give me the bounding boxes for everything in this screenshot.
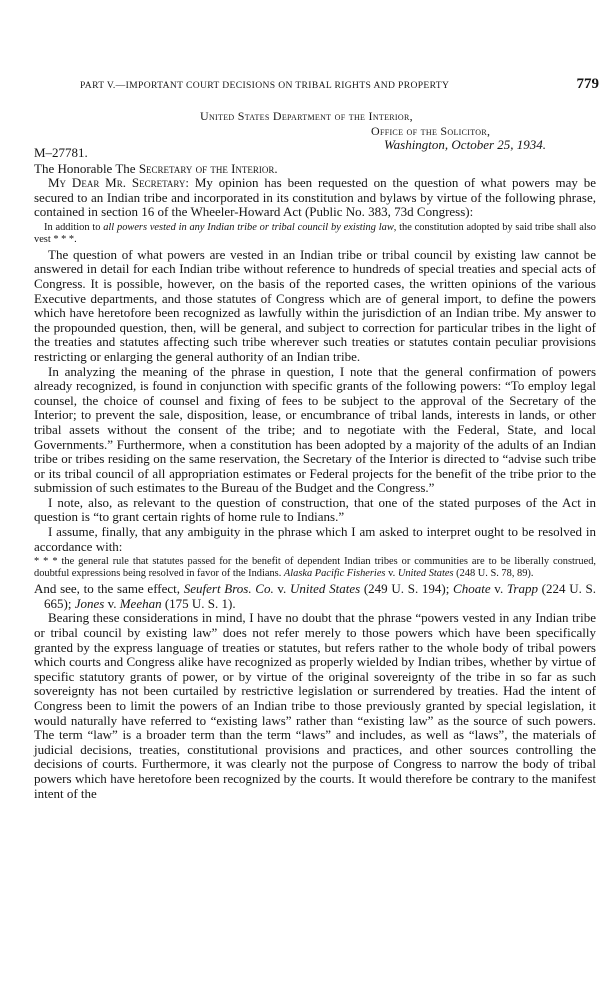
greeting: My Dear Mr. Secretary: (48, 175, 189, 190)
block-quote-act (34, 222, 596, 246)
letter-date: Washington, October 25, 1934. (384, 137, 547, 152)
page-number: 779 (576, 76, 599, 92)
letter-body (34, 161, 596, 801)
cite-1: (249 U. S. 194); (360, 581, 454, 597)
paragraph-conclusion: Bearing these considerations in mind, I have no doubt that the phrase “powers vested in any Indian tribe or tribal council by existing law” does not refer merely to those powers which have been specifically granted by the express language of treaties or statutes, but refers rather to the whole body of tribal powers which courts and Congress alike have recognized as properly wielded by Indian tribes, whether by virtue of specific statutory grants of power, or by virtue of the original sovereignty of the tribe in so far as such sovereignty has not been curtailed by restrictive legislation or surrendered by treaties. Had the intent of Congress been to limit the powers of an Indian tribe to those previously granted by special legislation, it would naturally have referred to “existing laws” rather than “existing law” as the source of such powers. The term “law” is a broader term than the term “laws” and includes, as well as “laws”, the materials of judicial decisions, treaties, constitutional provisions and practices, and other sources controlling the decisions of courts. Furthermore, it was clearly not the purpose of Congress to narrow the body of tribal powers which have heretofore been recognized by the courts. It would therefore be contrary to the manifest intent of the (34, 610, 596, 801)
paragraph-purpose: I note, also, as relevant to the question of construction, that one of the stated purposes of the Act in question is “to grant certain rights of home rule to Indians.” (34, 494, 596, 525)
paragraph-ambiguity: I assume, finally, that any ambiguity in the phrase which I am asked to interpret ought to be resolved in accordance with: (34, 524, 596, 554)
case-v-3: v. (104, 595, 120, 611)
paragraph-opening-text: My opinion has been requested on the question of what powers may be secured to an Indian tribe and incorporated in its constitution and bylaws by virtue of the following phrase, contained in section 16 of the Wheeler-Howard Act (Public No. 383, 73d Congress): (34, 175, 596, 220)
memo-number: M–27781. (34, 145, 88, 160)
salutation (34, 161, 596, 176)
case-versus: v. (385, 568, 398, 580)
quote-rule-text: * * * the general rule that statutes passed for the benefit of dependent Indian tribes or communities are to be liberally construed, doubtful expressions being resolved in favor of the Indians. (34, 556, 596, 580)
salutation-prefix: The Honorable The (34, 161, 139, 176)
paragraph-see-also (34, 582, 596, 611)
case-united-states: United States (397, 568, 454, 580)
case-choate: Choate (453, 581, 491, 597)
case-jones: Jones (74, 595, 105, 611)
paragraph-question: The question of what powers are vested in an Indian tribe or tribal council by existing law cannot be answered in detail for each Indian tribe without reference to hundreds of special treaties and special acts of Congress. It is possible, however, on the basis of the reported cases, the written opinions of the various Executive departments, and those statutes of Congress which are of general import, to define the powers which have heretofore been recognized as lawfully within the jurisdiction of an Indian tribe. My answer to the propounded question, then, will be general, and subject to correction for particular tribes in the light of the treaties and statutes affecting such tribe wherever such treaties or statutes contain peculiar provisions restricting or enlarging the general authority of an Indian tribe. (34, 246, 596, 364)
quote-act-text-c: , the constitution adopted by said tribe shall also vest * * *. (34, 221, 596, 245)
paragraph-analysis: In analyzing the meaning of the phrase in question, I note that the general confirmation of powers already recognized, is found in conjunction with specific grants of the following powers: “To employ legal counsel, the choice of counsel and fixing of fees to be subject to the approval of the Secretary of the Interior; to prevent the sale, disposition, lease, or encumbrance of tribal lands, interests in lands, or other tribal assets without the consent of the tribe; and to negotiate with the Federal, State, and local Governments.” Furthermore, when a constitution has been adopted by a majority of the adults of an Indian tribe or tribes residing on the same reservation, the Secretary of the Interior is directed to “advise such tribe or its tribal council of all appropriation estimates or Federal projects for the benefit of the tribe prior to the submission of such estimates to the Bureau of the Budget and the Congress.” (34, 363, 596, 496)
letterhead-office: Office of the Solicitor, (371, 124, 491, 138)
cite-3: (175 U. S. 1). (161, 595, 236, 611)
case-v-2: v. (490, 581, 507, 597)
cite-2: (224 U. S. 665); (44, 581, 597, 611)
see-also-lead: And see, to the same effect, (34, 581, 184, 597)
quote-act-emphasis: all powers vested in any Indian tribe or tribal council by existing law (103, 221, 394, 233)
case-meehan: Meehan (119, 595, 162, 611)
case-v-1: v. (273, 581, 291, 597)
case-us-2: United States (290, 581, 361, 597)
quote-act-text-a: In addition to (44, 221, 104, 233)
block-quote-rule (34, 556, 596, 580)
letterhead-department: United States Department of the Interior, (200, 109, 413, 123)
case-citation: (248 U. S. 78, 89). (453, 568, 534, 580)
running-title: PART V.—IMPORTANT COURT DECISIONS ON TRIBAL RIGHTS AND PROPERTY (80, 80, 450, 91)
case-alaska-pacific: Alaska Pacific Fisheries (283, 568, 386, 580)
paragraph-opening (34, 176, 596, 220)
salutation-addressee: Secretary of the Interior. (138, 161, 278, 176)
case-seufert: Seufert Bros. Co. (183, 581, 274, 597)
running-header (80, 76, 600, 96)
case-trapp: Trapp (506, 581, 538, 597)
